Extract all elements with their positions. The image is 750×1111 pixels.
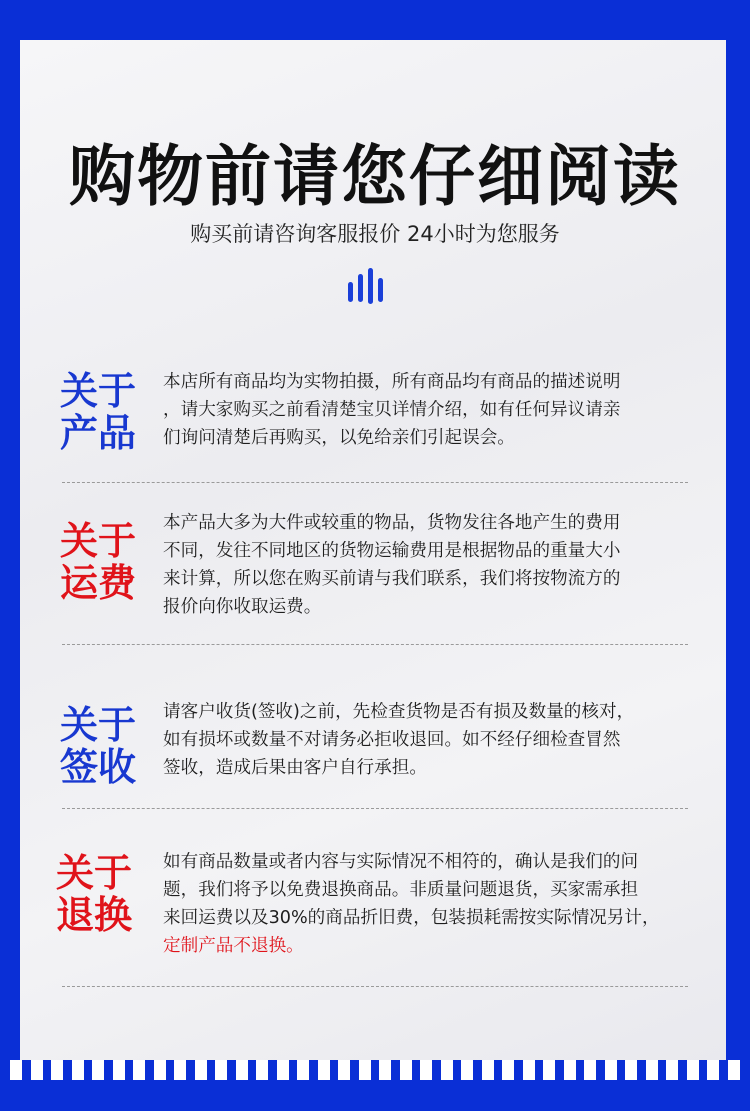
stripe-tick	[215, 1060, 227, 1080]
stripe-tick	[92, 1060, 104, 1080]
stripe-tick	[482, 1060, 494, 1080]
stripe-tick	[318, 1060, 330, 1080]
section-label: 关于 运费	[60, 519, 137, 605]
stripe-tick	[625, 1060, 637, 1080]
stripe-tick	[338, 1060, 350, 1080]
stripe-tick	[236, 1060, 248, 1080]
stripe-tick	[543, 1060, 555, 1080]
section-label: 关于 签收	[60, 703, 137, 789]
stripe-tick	[646, 1060, 658, 1080]
stripe-tick	[564, 1060, 576, 1080]
stripe-tick	[728, 1060, 740, 1080]
stripe-tick	[174, 1060, 186, 1080]
stripe-tick	[113, 1060, 125, 1080]
stripe-tick	[10, 1060, 22, 1080]
section-divider	[62, 482, 688, 483]
stripe-tick	[277, 1060, 289, 1080]
section-body: 本产品大多为大件或较重的物品，货物发往各地产生的费用 不同，发往不同地区的货物运输费用是根据物品的重量大小 来计算，所以您在购买前请与我们联系，我们将按物流方的 报价向你收取运费。	[163, 513, 621, 617]
stripe-tick	[359, 1060, 371, 1080]
stripe-tick	[584, 1060, 596, 1080]
bottom-stripe	[10, 1060, 740, 1080]
section-label: 关于 产品	[60, 369, 137, 455]
stripe-tick	[420, 1060, 432, 1080]
stripe-tick	[31, 1060, 43, 1080]
stripe-tick	[687, 1060, 699, 1080]
audio-bars-icon	[346, 268, 392, 304]
stripe-tick	[195, 1060, 207, 1080]
section-body: 请客户收货(签收)之前，先检查货物是否有损及数量的核对， 如有损坏或数量不对请务必拒收退回。如不经仔细检查冒然 签收，造成后果由客户自行承担。	[163, 702, 635, 778]
stripe-tick	[707, 1060, 719, 1080]
section-divider	[62, 986, 688, 987]
section-divider	[62, 808, 688, 809]
stripe-tick	[51, 1060, 63, 1080]
stripe-tick	[461, 1060, 473, 1080]
stripe-tick	[605, 1060, 617, 1080]
stripe-tick	[72, 1060, 84, 1080]
stripe-tick	[523, 1060, 535, 1080]
stripe-tick	[297, 1060, 309, 1080]
stripe-tick	[502, 1060, 514, 1080]
stripe-tick	[256, 1060, 268, 1080]
stripe-tick	[400, 1060, 412, 1080]
stripe-tick	[666, 1060, 678, 1080]
section-body: 如有商品数量或者内容与实际情况不相符的，确认是我们的问 题，我们将予以免费退换商品。非质量问题退货，买家需承担 来回运费以及30%的商品折旧费，包装损耗需按实际情况另计， 定制产品不退换。	[163, 848, 708, 960]
section-label: 关于 退换	[56, 851, 133, 937]
section-body: 本店所有商品均为实物拍摄，所有商品均有商品的描述说明 ，请大家购买之前看清楚宝贝详情介绍，如有任何异议请亲 们询问清楚后再购买，以免给亲们引起误会。	[163, 372, 621, 448]
page-title: 购物前请您仔细阅读	[69, 138, 681, 215]
section-divider	[62, 644, 688, 645]
stripe-tick	[133, 1060, 145, 1080]
stripe-tick	[441, 1060, 453, 1080]
stripe-tick	[154, 1060, 166, 1080]
page-subtitle: 购买前请咨询客服报价 24小时为您服务	[190, 222, 560, 246]
highlight-note: 定制产品不退换。	[163, 936, 304, 956]
stripe-tick	[379, 1060, 391, 1080]
